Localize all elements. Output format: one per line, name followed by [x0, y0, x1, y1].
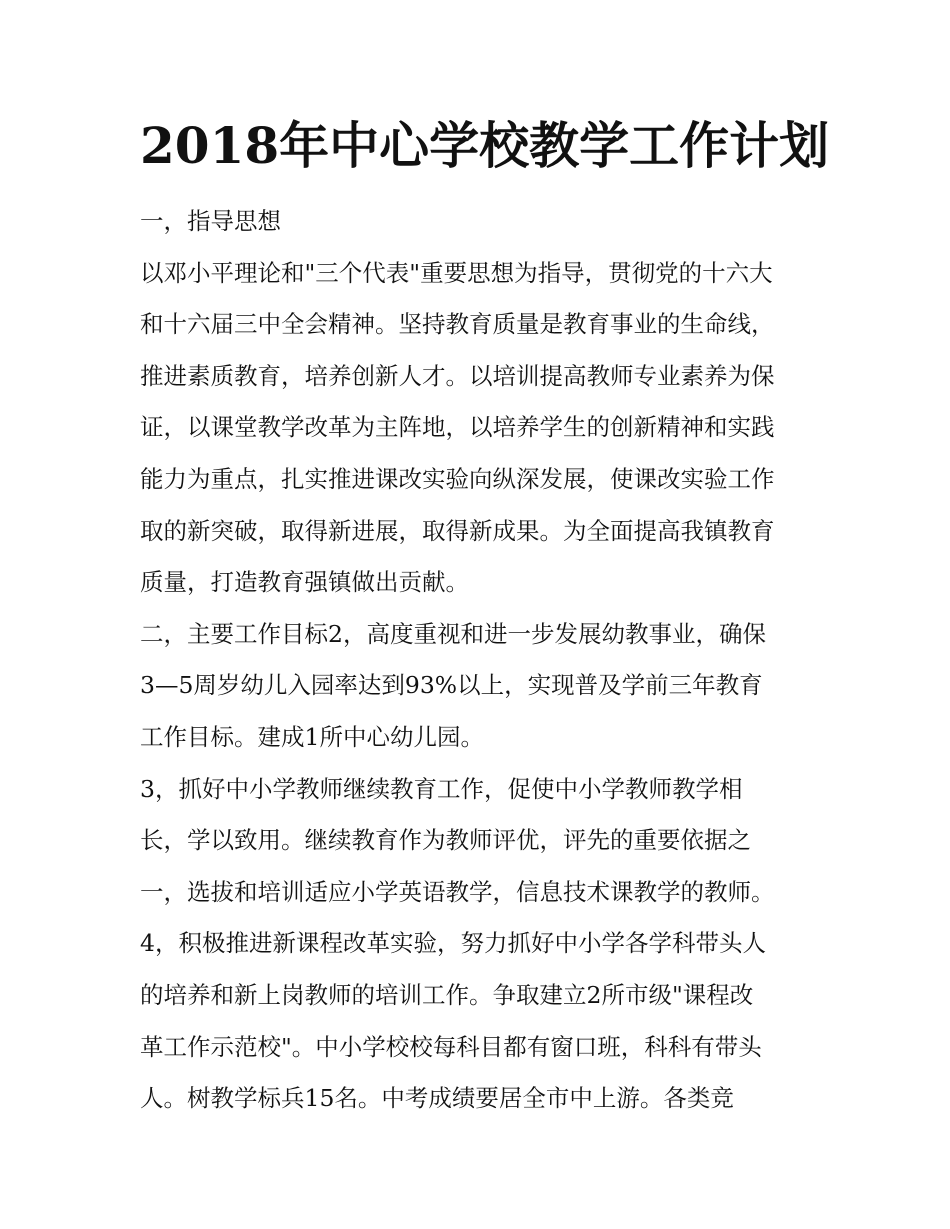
section-heading-main-goals: 二，主要工作目标2，高度重视和进一步发展幼教事业，确保	[140, 619, 766, 648]
text-line: 一，选拔和培训适应小学英语教学，信息技术课教学的教师。	[140, 877, 775, 906]
text-line: 4，积极推进新课程改革实验，努力抓好中小学各学科带头人	[140, 929, 766, 958]
text-line: 以邓小平理论和"三个代表"重要思想为指导，贯彻党的十六大	[140, 258, 773, 287]
text-line: 3—5周岁幼儿入园率达到93%以上，实现普及学前三年教育	[140, 671, 763, 700]
text-line: 证，以课堂教学改革为主阵地，以培养学生的创新精神和实践	[140, 413, 775, 442]
text-line: 能力为重点，扎实推进课改实验向纵深发展，使课改实验工作	[140, 464, 775, 493]
text-line: 人。树教学标兵15名。中考成绩要居全市中上游。各类竞	[140, 1084, 734, 1113]
text-line: 和十六届三中全会精神。坚持教育质量是教育事业的生命线，	[140, 310, 775, 339]
text-line: 3，抓好中小学教师继续教育工作，促使中小学教师教学相	[140, 774, 743, 803]
text-line: 推进素质教育，培养创新人才。以培训提高教师专业素养为保	[140, 361, 775, 390]
document-title: 2018年中心学校教学工作计划	[140, 116, 830, 175]
text-line: 的培养和新上岗教师的培训工作。争取建立2所市级"课程改	[140, 980, 754, 1009]
text-line: 质量，打造教育强镇做出贡献。	[140, 568, 469, 597]
text-line: 革工作示范校"。中小学校校每科目都有窗口班，科科有带头	[140, 1032, 762, 1061]
section-heading-guiding-ideology: 一，指导思想	[140, 207, 281, 235]
document-body	[140, 196, 830, 1125]
text-line: 取的新突破，取得新进展，取得新成果。为全面提高我镇教育	[140, 516, 775, 545]
text-line: 工作目标。建成1所中心幼儿园。	[140, 722, 484, 751]
text-line: 长，学以致用。继续教育作为教师评优，评先的重要依据之	[140, 826, 751, 855]
